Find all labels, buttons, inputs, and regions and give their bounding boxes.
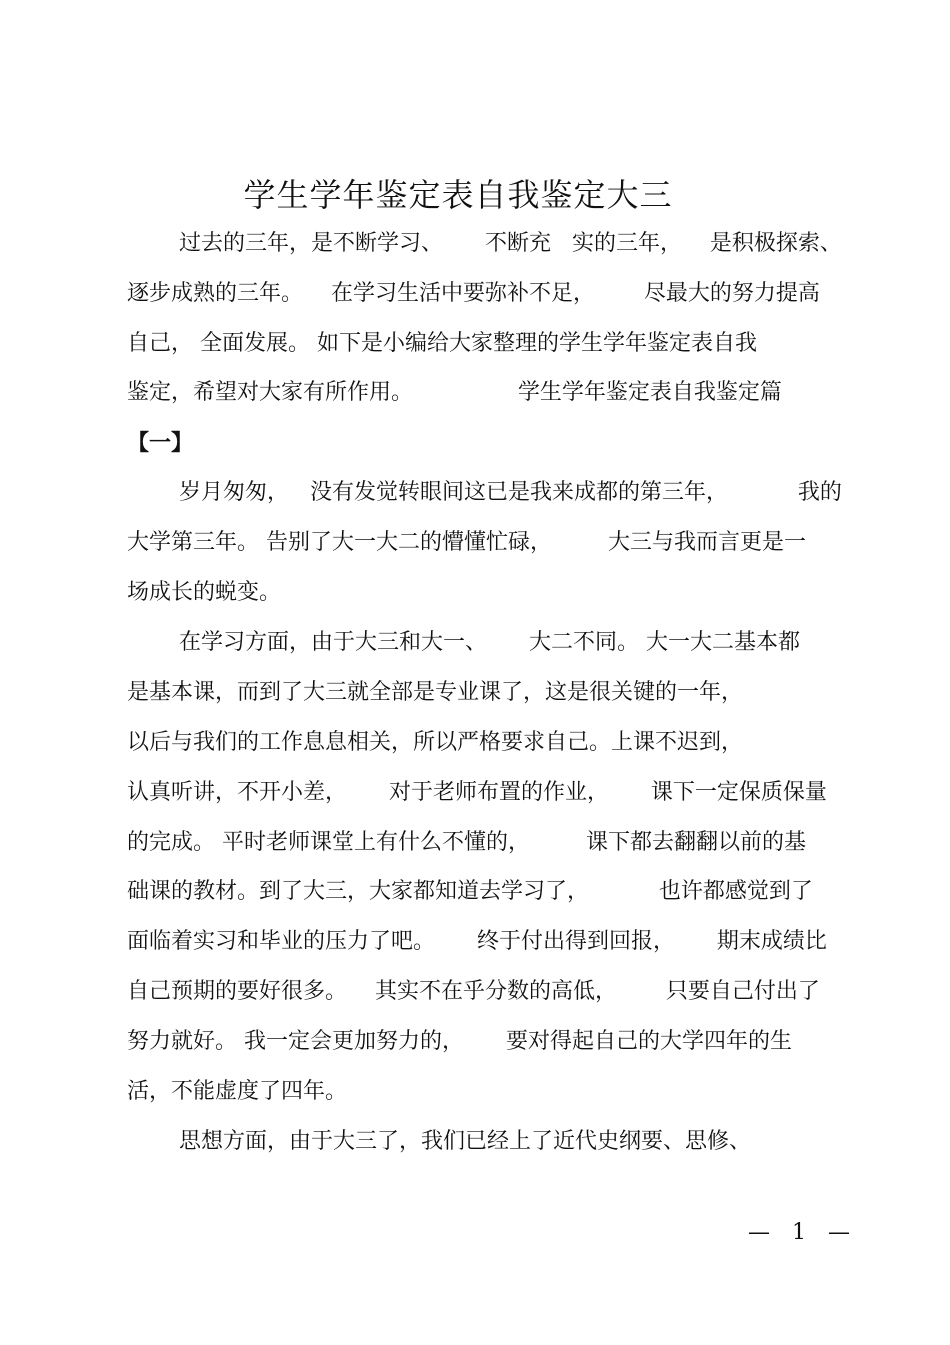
- text-line: 自己， 全面发展。 如下是小编给大家整理的学生学年鉴定表自我: [127, 331, 757, 356]
- text-line: 在学习方面，由于大三和大一、 大二不同。 大一大二基本都: [179, 630, 800, 655]
- text-line: 思想方面，由于大三了，我们已经上了近代史纲要、思修、: [179, 1129, 752, 1154]
- text-line: 础课的教材。到了大三，大家都知道去学习了， 也许都感觉到了: [127, 879, 813, 904]
- text-line: 面临着实习和毕业的压力了吧。 终于付出得到回报， 期末成绩比: [127, 929, 827, 954]
- text-line: 场成长的蜕变。: [127, 580, 282, 605]
- text-line: 逐步成熟的三年。 在学习生活中要弥补不足， 尽最大的努力提高: [127, 281, 820, 306]
- page-number: — 1 —: [748, 1220, 850, 1245]
- text-line: 大学第三年。 告别了大一大二的懵懂忙碌， 大三与我而言更是一: [127, 530, 806, 555]
- text-line: 的完成。 平时老师课堂上有什么不懂的， 课下都去翻翻以前的基: [127, 830, 806, 855]
- text-line: 鉴定，希望对大家有所作用。 学生学年鉴定表自我鉴定篇: [127, 380, 782, 405]
- document-title: 学生学年鉴定表自我鉴定大三: [243, 176, 673, 214]
- text-line: 是基本课，而到了大三就全部是专业课了，这是很关键的一年，: [127, 680, 744, 705]
- text-line: 过去的三年，是不断学习、 不断充 实的三年， 是积极探索、: [179, 231, 842, 256]
- text-line: 以后与我们的工作息息相关，所以严格要求自己。上课不迟到，: [127, 730, 744, 755]
- text-line: 认真听讲，不开小差， 对于老师布置的作业， 课下一定保质保量: [127, 780, 827, 805]
- text-line: 自己预期的要好很多。 其实不在乎分数的高低， 只要自己付出了: [127, 979, 820, 1004]
- text-line: 岁月匆匆， 没有发觉转眼间这已是我来成都的第三年， 我的: [179, 480, 842, 505]
- text-line: 努力就好。 我一定会更加努力的， 要对得起自己的大学四年的生: [127, 1029, 792, 1054]
- section-marker: 【一】: [127, 430, 194, 456]
- text-line: 活，不能虚度了四年。: [127, 1079, 348, 1104]
